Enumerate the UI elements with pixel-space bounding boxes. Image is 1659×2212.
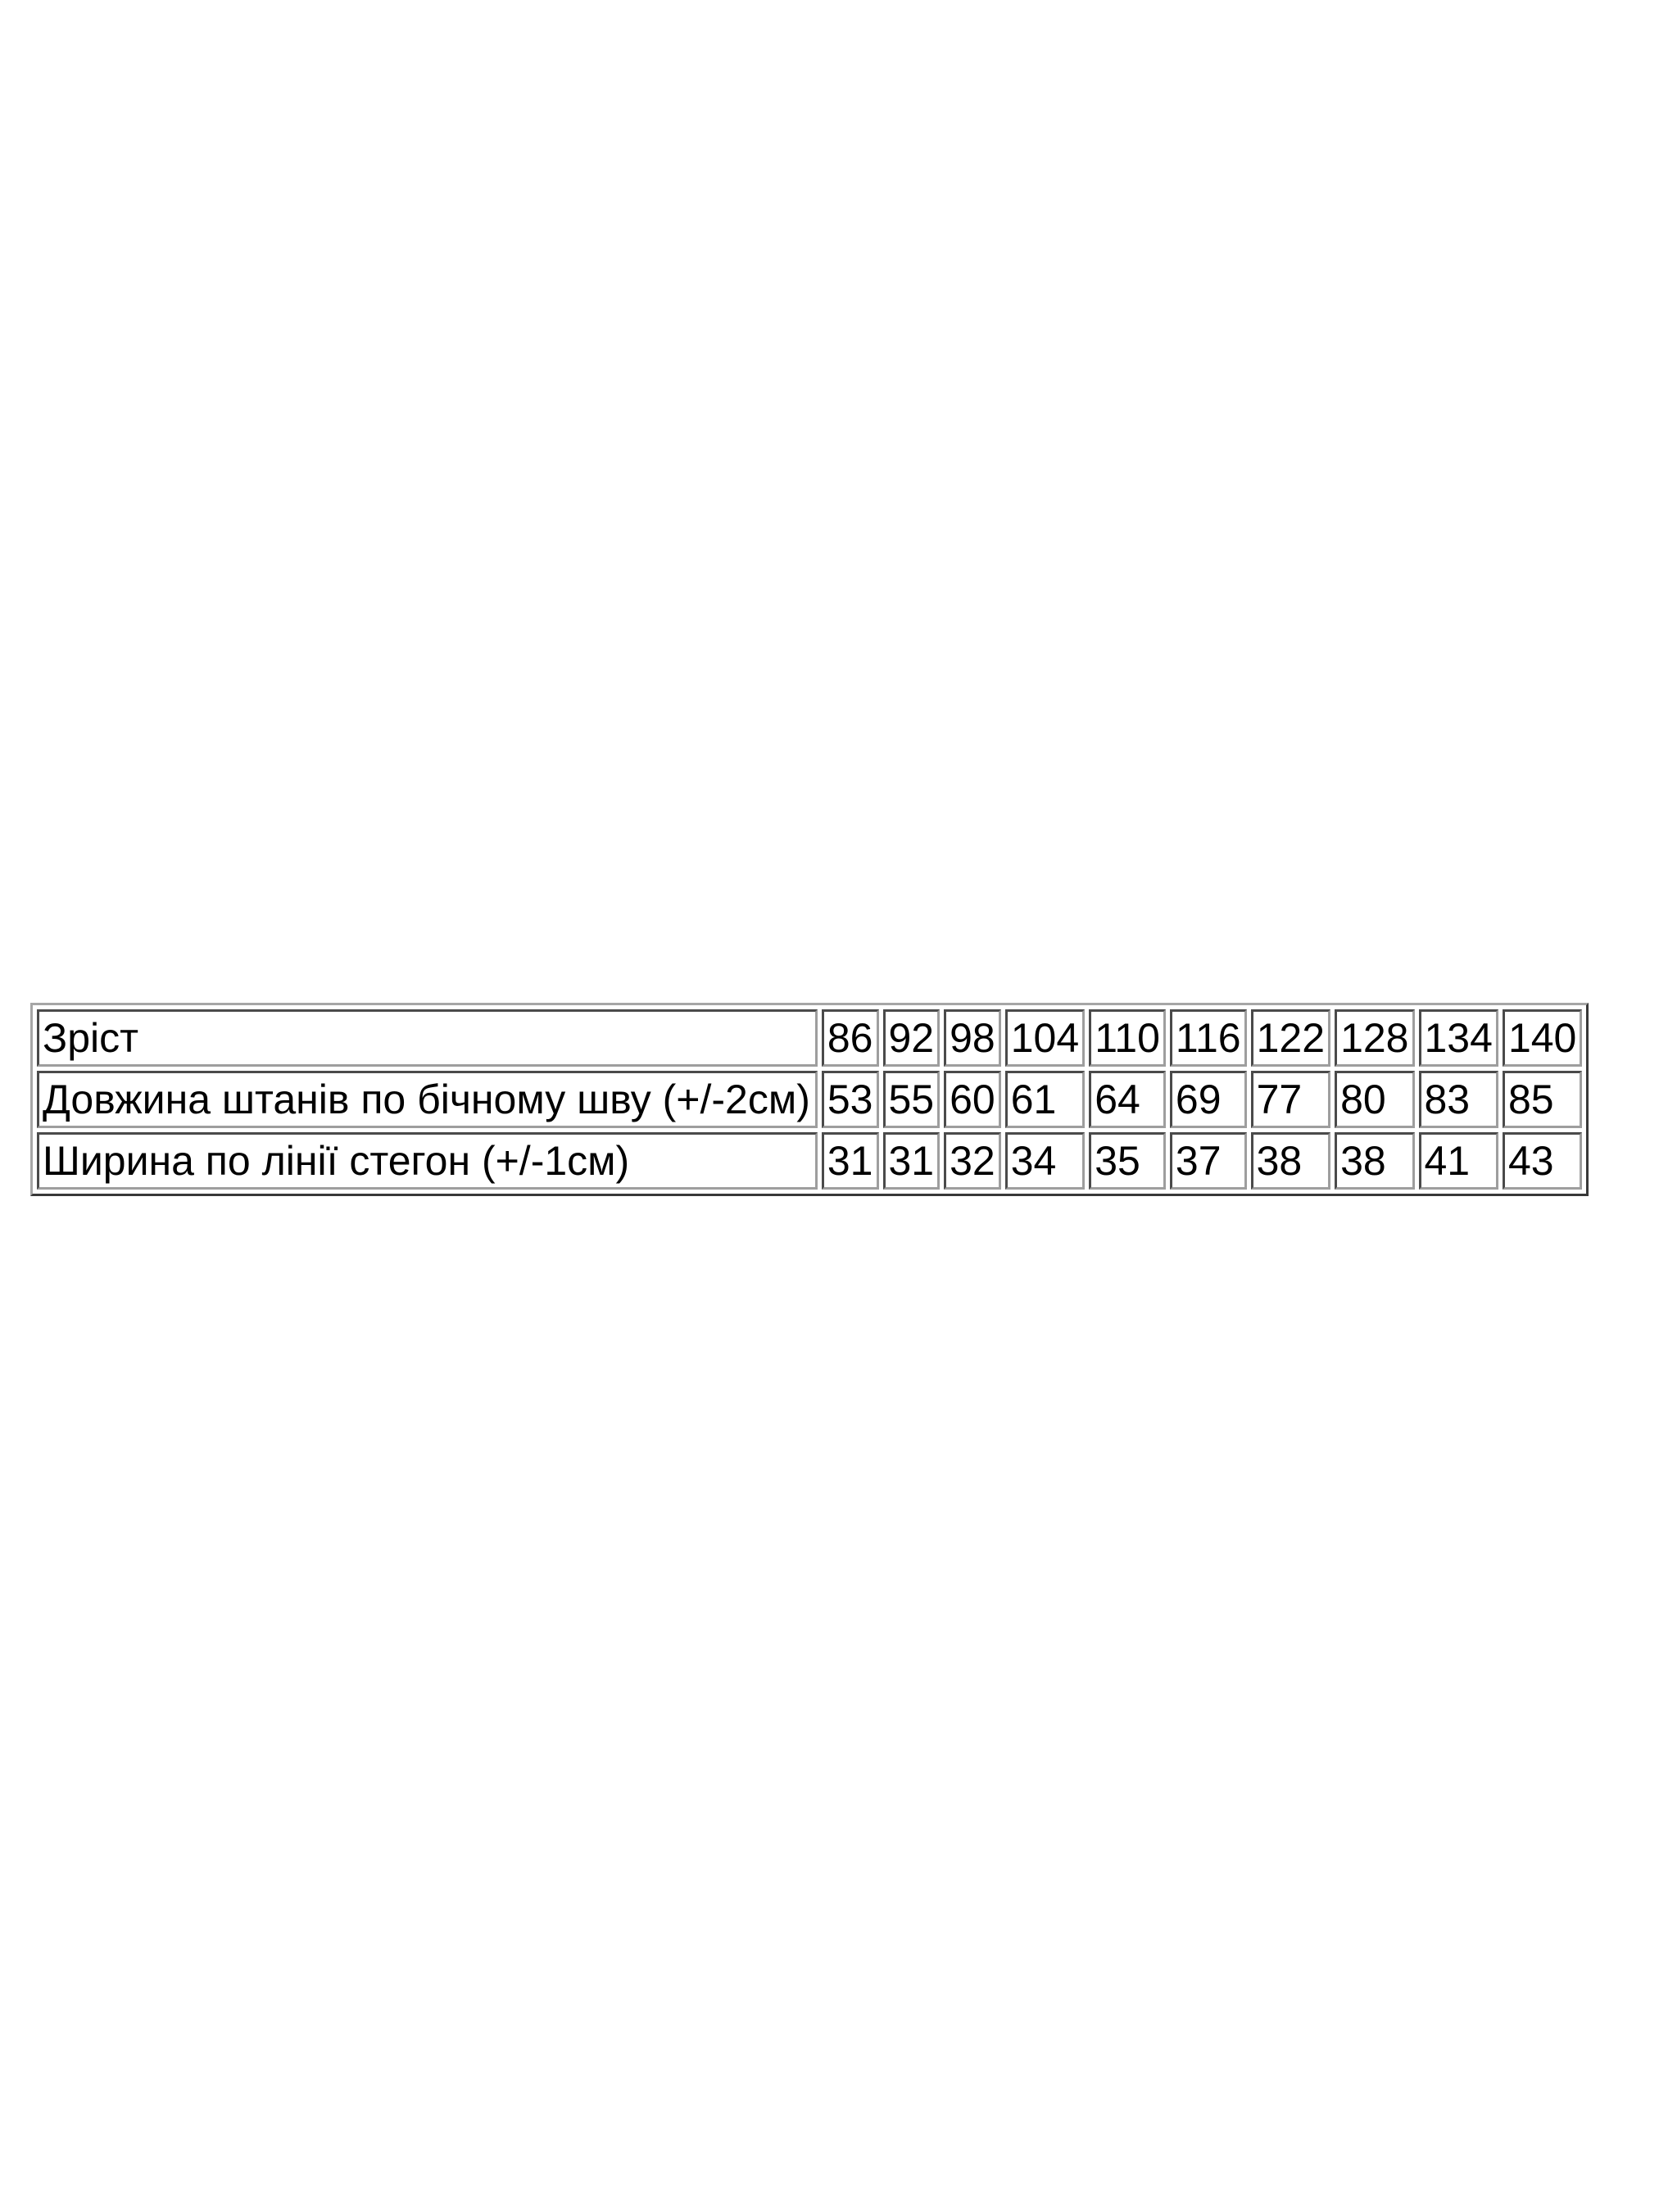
size-value-cell: 128 [1335,1009,1414,1067]
size-value-cell: 122 [1251,1009,1330,1067]
size-value-cell: 140 [1503,1009,1582,1067]
size-value-cell: 60 [944,1071,1001,1128]
size-value-cell: 134 [1419,1009,1498,1067]
size-value-cell: 31 [883,1132,941,1190]
table-row-height [37,1009,1582,1067]
row-label-cell: Довжина штанів по бічному шву (+/-2см) [37,1071,818,1128]
size-value-cell: 53 [822,1071,879,1128]
size-value-cell: 37 [1170,1132,1247,1190]
size-value-cell: 69 [1170,1071,1247,1128]
size-value-cell: 31 [822,1132,879,1190]
size-value-cell: 61 [1005,1071,1085,1128]
size-chart-table [30,1003,1589,1196]
size-value-cell: 55 [883,1071,941,1128]
size-value-cell: 38 [1335,1132,1414,1190]
size-value-cell: 85 [1503,1071,1582,1128]
size-value-cell: 34 [1005,1132,1085,1190]
size-value-cell: 35 [1089,1132,1166,1190]
size-value-cell: 86 [822,1009,879,1067]
size-value-cell: 77 [1251,1071,1330,1128]
size-value-cell: 32 [944,1132,1001,1190]
row-label-cell: Ширина по лінії стегон (+/-1см) [37,1132,818,1190]
size-value-cell: 110 [1089,1009,1166,1067]
size-chart-body [37,1009,1582,1190]
table-row-hip-width [37,1132,1582,1190]
row-label-cell: Зріст [37,1009,818,1067]
size-value-cell: 38 [1251,1132,1330,1190]
size-value-cell: 98 [944,1009,1001,1067]
size-value-cell: 92 [883,1009,941,1067]
size-value-cell: 64 [1089,1071,1166,1128]
size-value-cell: 80 [1335,1071,1414,1128]
size-value-cell: 43 [1503,1132,1582,1190]
size-value-cell: 41 [1419,1132,1498,1190]
size-value-cell: 83 [1419,1071,1498,1128]
size-value-cell: 104 [1005,1009,1085,1067]
table-row-pants-length [37,1071,1582,1128]
size-value-cell: 116 [1170,1009,1247,1067]
